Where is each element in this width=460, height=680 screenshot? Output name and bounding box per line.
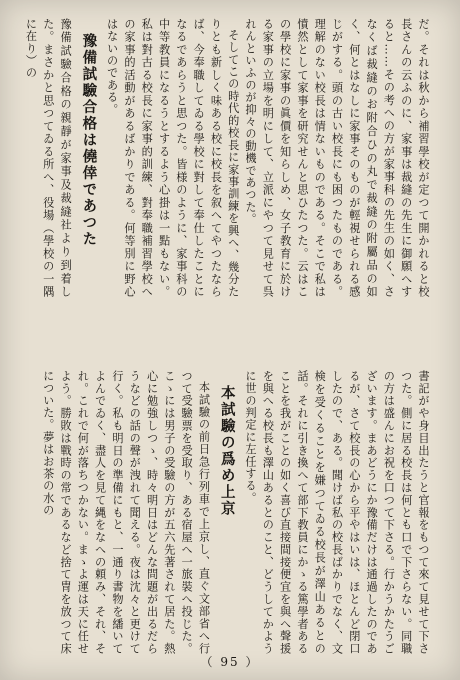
upper-text-block [24,18,432,298]
section-heading: 本試驗の爲め上京 [218,384,236,517]
paragraph: 書記がや身目出たうと官報をもつて來て見せて下さつた。側に居る校長は何とも口で下さらない。同職の方は盛んにお祝を口つて下さる。行かうかたうございます。まあどうにか豫備だけは通過したのであるが、さて校長の心から平やはいは、ほとんど閉口したので、ある。聞けば私の校長ばかりでなく、文検を受くることを嫌つてゐる校長が澤山あるとの話。それに引き換へて部下教員にかゝる篤學者あることを我がことの如く喜び直接間接便宜を與へ聲援を與へる校長も澤山あるとのこと、どうしてかように世の判定に左任する。 [244,370,430,655]
section-heading: 豫備試驗合格は僥倖であつた [80,32,98,247]
paragraph: だ。それは秋から補習學校が定つて開かれると校長さんの云ふのに、家事は裁縫の先生に御願へすると……その考への方が家事科の先生の如く、さなくば裁縫のお附合ひの丸で裁縫の附屬品の如く、何とはなしに家事そのものが輕視せられる感じがする。頭の古い校長にも困つたものである。理解のない校長は情ないものである。そこで私は憤然として家事を研究せんと思ひたつた。云はこの學校に家事の眞價を知らしめ、女子教育に於ける家事の立場を明にして、立派にやつて見せて呉れんといふのが抑々の動機であつた。 [244,18,430,298]
lower-text-block [27,370,432,655]
paragraph: 本試驗の前日急行列車で上京し、直ぐ文部省へ行つて受驗票を受取り、ある宿屋へ一旅裝へ投じた。こゝには男子の受驗の方が五六先著されて居た。熱心に勉強しつゝ、時々明日はどんな問題が出るだらうなどの話の聲が洩れて聞える。夜は沈々と更けて行く。私も明日の準備にもと、一通り書物を繙いてよんでゐく、盡人を見て縄をなへの頼み、それ、それ。これで何が落ちつかない。まゝよ運は天に任せよう。勝敗は戰時の常であるなど捨て冑を放つて床についた。夢はお茶の水の [41,370,211,655]
paragraph: 豫備試驗合格の親靜が家事及裁縫社より到着した。まさかと思つてゐる所へ、役場（學校の一隅に在り）の [24,18,73,298]
paragraph: そしてこの時代的校長に家事訓練を興へ、幾分たりとも新しく味ある校に校長を叙へてやつたならば、今奉職してゐる學校に對して奉仕したことになるであらうと思つた。皆様のように、家事科の中等教員になるうとするよう心掛は一點もない。私は對古る校長に家事的訓練、對奉職補習學校への家事的活動があるばかりである。何等別に野心はないのである。 [105,18,240,298]
page-number: （ 95 ） [200,655,260,669]
